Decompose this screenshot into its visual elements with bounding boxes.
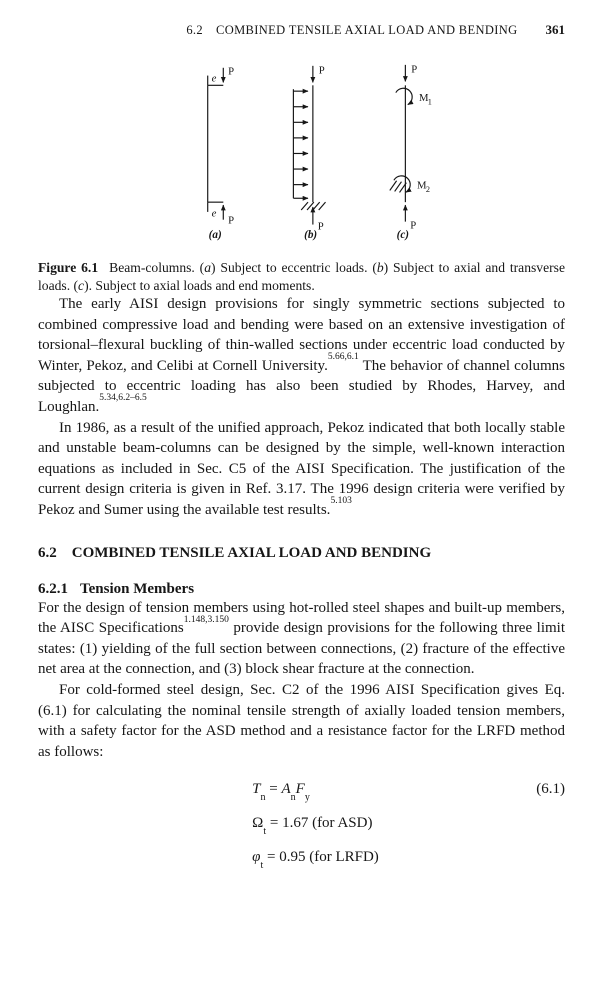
paragraph-3 <box>38 598 565 680</box>
running-head-text: COMBINED TENSILE AXIAL LOAD AND BENDING <box>216 23 518 37</box>
text-segment: In 1986, as a result of the unified approach, Pekoz indicated that both locally stable and unstable beam-columns can be designed by the simple, well-known interaction equations as included in Sec. C5 of the AISI Specification. The justification of the current design criteria is given in Ref. 3.17. The 1996 design criteria were verified by Pekoz and Sumer using the available test results. <box>38 419 565 518</box>
load-label-p-top-a: P <box>227 65 234 78</box>
text-segment: The early AISI design provisions for singly symmetric sections subjected to combined compressive load and bending were based on an extensive investigation of torsional–flexural buckling of thin-walled sections under eccentric load conducted by Winter, Pekoz, and Celibi at Cornell University. <box>38 296 565 374</box>
equation-6-1 <box>252 779 379 804</box>
figure-c-end-moment-column <box>389 65 411 222</box>
panel-label-b: (b) <box>303 229 317 242</box>
text-segment: The behavior of channel columns subjected to eccentric loading has also been studied by Rhodes, Harvey, and Loughlan. <box>38 357 566 415</box>
text-segment: φ <box>252 849 261 866</box>
text-segment: For the design of tension members using hot-rolled steel shapes and built-up members, the AISC Specifications <box>38 599 565 637</box>
paragraph-1 <box>38 294 565 418</box>
text-segment: Ω <box>252 815 264 832</box>
subscript: n <box>260 792 266 804</box>
panel-label-a: (a) <box>208 229 222 242</box>
eccentricity-label-e-bottom: e <box>211 207 216 220</box>
load-label-p-bottom-b: P <box>317 220 324 233</box>
page-number: 361 <box>545 22 565 37</box>
subscript: t <box>263 826 267 838</box>
reference-superscript: 1.148,3.150 <box>183 614 229 625</box>
text-segment: = 0.95 (for LRFD) <box>263 849 379 866</box>
reference-superscript: 5.66,6.1 <box>327 352 359 363</box>
subsection-heading-number: 6.2.1 <box>38 580 68 597</box>
figure-caption <box>38 259 565 294</box>
moment-label-m1: M <box>418 91 429 104</box>
subsection-heading-title: Tension Members <box>80 580 195 597</box>
paragraph-4 <box>38 680 565 762</box>
equation-resistance-factor-lrfd <box>252 847 379 872</box>
beam-columns-diagram <box>153 60 463 245</box>
text-segment: A <box>281 781 291 798</box>
load-label-p-bottom-a: P <box>227 214 234 227</box>
paragraph-2 <box>38 418 565 521</box>
text-segment: For cold-formed steel design, Sec. C2 of the 1996 AISI Specification gives Eq. (6.1) for calculating the nominal tensile strength of axially loaded tension members, with a safety factor for the ASD method and a resistance factor for the LRFD method as follows: <box>38 681 565 760</box>
load-label-p-top-b: P <box>318 64 325 77</box>
text-segment: b <box>376 260 384 275</box>
equation-safety-factor-asd <box>252 813 379 838</box>
text-segment: F <box>295 781 305 798</box>
figure-b-transverse-column <box>293 66 325 225</box>
moment-label-m2: M <box>416 179 427 192</box>
section-heading-title: COMBINED TENSILE AXIAL LOAD AND BENDING <box>71 544 432 561</box>
text-segment: ). Subject to axial loads and end moments. <box>84 277 315 293</box>
figure-6-1 <box>38 60 565 294</box>
subscript: y <box>304 792 310 804</box>
text-segment: a <box>204 260 212 275</box>
text-segment: = 1.67 (for ASD) <box>266 815 373 832</box>
reference-superscript: 5.103 <box>330 496 352 507</box>
subscript: t <box>260 860 264 872</box>
section-heading-number: 6.2 <box>38 544 57 561</box>
equation-number: (6.1) <box>536 781 565 798</box>
text-segment: ) Subject to eccentric loads. ( <box>211 260 377 275</box>
figure-a-eccentric-column <box>207 68 223 220</box>
panel-label-c: (c) <box>396 229 409 242</box>
text-segment: provide design provisions for the following three limit states: (1) yielding of the full section between connections, (2) fracture of the effective net area at the connection, and (3) block shear fracture at the connection. <box>38 620 565 678</box>
reference-superscript: 5.34,6.2–6.5 <box>99 393 147 404</box>
running-head-title <box>186 23 517 38</box>
load-label-p-bottom-c: P <box>409 219 416 232</box>
section-heading <box>38 545 565 562</box>
text-segment: = <box>265 781 282 798</box>
subsection-heading <box>38 581 565 598</box>
moment-label-m1-subscript: 1 <box>427 97 432 107</box>
figure-caption-text <box>38 260 565 293</box>
subscript: n <box>290 792 296 804</box>
text-segment: c <box>78 277 85 293</box>
running-head <box>38 22 565 38</box>
equations-block <box>38 779 565 872</box>
text-segment: ) Subject to axial and transverse loads. ( <box>38 260 565 293</box>
moment-label-m2-subscript: 2 <box>425 184 430 194</box>
figure-caption-label: Figure 6.1 <box>38 260 99 275</box>
text-segment: T <box>252 781 261 798</box>
eccentricity-label-e-top: e <box>211 72 216 85</box>
text-segment: Beam-columns. ( <box>109 260 205 275</box>
load-label-p-top-c: P <box>410 63 417 76</box>
running-head-section-number: 6.2 <box>186 23 204 37</box>
equation-stack <box>252 779 379 872</box>
